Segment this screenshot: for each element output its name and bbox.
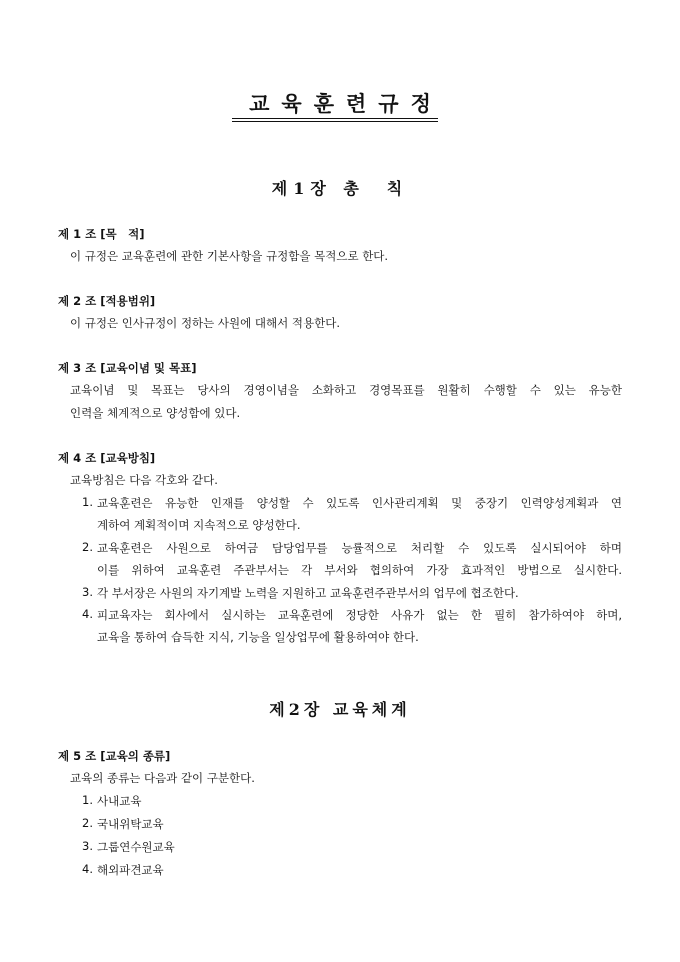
article-4-item-2-line-1: 교육훈련은 사원으로 하여금 담당업무를 능률적으로 처리할 수 있도록 실시되어야 하며 [97, 541, 622, 555]
chapter-2-title: 제2장 교육체계 [269, 700, 411, 719]
article-4-item-3-line-1: 각 부서장은 사원의 자기계발 노력을 지원하고 교육훈련주관부서의 업무에 협조한다. [97, 586, 519, 600]
article-4-item-3-number: 3. [82, 585, 93, 599]
article-3-heading: 제 3 조 [교육이념 및 목표] [58, 361, 197, 375]
article-5-item-3-text: 그룹연수원교육 [97, 840, 175, 854]
article-4-heading: 제 4 조 [교육방침] [58, 451, 156, 465]
article-4-item-4-line-2: 교육을 통하여 습득한 지식, 기능을 일상업무에 활용하여야 한다. [97, 630, 419, 644]
article-4-item-1-line-2: 계하여 계획적이며 지속적으로 양성한다. [97, 518, 301, 532]
chapter-1-title: 제1장 총 칙 [271, 179, 409, 198]
article-2-heading: 제 2 조 [적용범위] [58, 294, 156, 308]
article-5-item-2-number: 2. [82, 816, 93, 830]
article-3-body-line-1: 교육이념 및 목표는 당사의 경영이념을 소화하고 경영목표를 원활히 수행할 수 있는 유능한 [70, 383, 622, 397]
article-4-item-2-number: 2. [82, 540, 93, 554]
article-3-body-line-2: 인력을 체계적으로 양성함에 있다. [70, 406, 241, 420]
article-5-item-4-number: 4. [82, 862, 93, 876]
article-4-item-4-line-1: 피교육자는 회사에서 실시하는 교육훈련에 정당한 사유가 없는 한 필히 참가하여야 하며, [97, 608, 622, 622]
article-1-heading: 제 1 조 [목 적] [58, 227, 145, 241]
article-4-item-1-number: 1. [82, 495, 93, 509]
article-2-body: 이 규정은 인사규정이 정하는 사원에 대해서 적용한다. [70, 316, 340, 330]
article-4-intro: 교육방침은 다음 각호와 같다. [70, 473, 218, 487]
article-5-intro: 교육의 종류는 다음과 같이 구분한다. [70, 771, 255, 785]
article-4-item-4-number: 4. [82, 607, 93, 621]
article-5-item-1-number: 1. [82, 793, 93, 807]
article-4-item-1-line-1: 교육훈련은 유능한 인재를 양성할 수 있도록 인사관리계획 및 중장기 인력양성계획과 연 [97, 496, 622, 510]
article-1-body: 이 규정은 교육훈련에 관한 기본사항을 규정함을 목적으로 한다. [70, 249, 389, 263]
title-underline-top [232, 118, 438, 119]
article-5-heading: 제 5 조 [교육의 종류] [58, 749, 171, 763]
document-title: 교육훈련규정 [249, 91, 443, 116]
article-5-item-2-text: 국내위탁교육 [97, 817, 164, 831]
article-5-item-1-text: 사내교육 [97, 794, 142, 808]
article-5-item-3-number: 3. [82, 839, 93, 853]
title-underline-bottom [232, 121, 438, 122]
article-5-item-4-text: 해외파견교육 [97, 863, 164, 877]
article-4-item-2-line-2: 이를 위하여 교육훈련 주관부서는 각 부서와 협의하여 가장 효과적인 방법으로 실시한다. [97, 563, 622, 577]
